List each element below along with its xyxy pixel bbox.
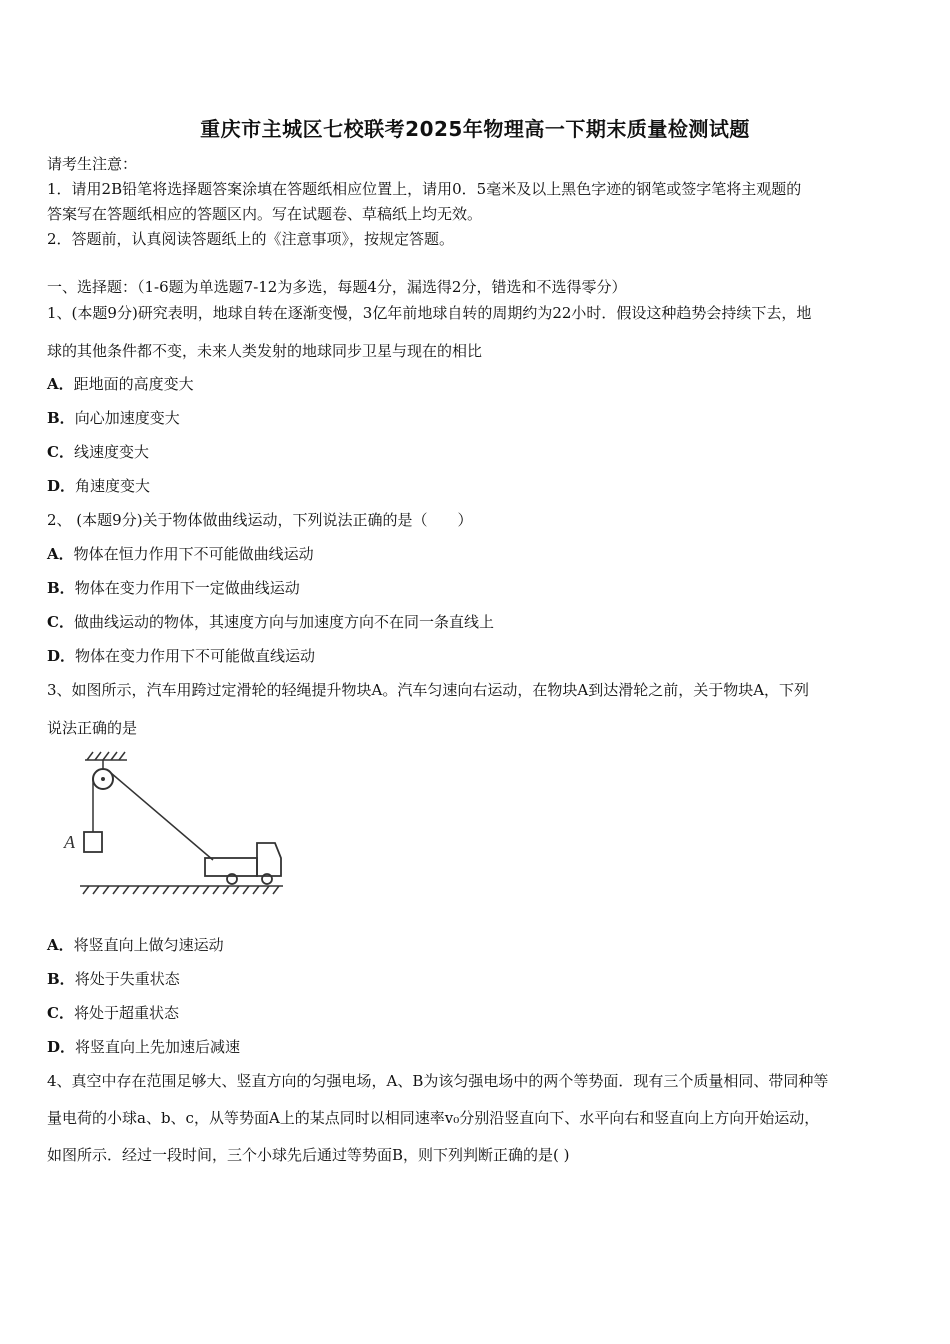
ceiling bbox=[85, 752, 127, 760]
block-a-label: A bbox=[64, 832, 75, 852]
option-text: 向心加速度变大 bbox=[74, 409, 180, 427]
question-3-stem-cont: 说法正确的是 bbox=[47, 719, 138, 737]
q3-option-c bbox=[47, 1002, 179, 1023]
option-text: 角速度变大 bbox=[75, 477, 151, 495]
q2-option-c bbox=[47, 611, 494, 632]
question-1-stem: 1、(本题9分)研究表明，地球自转在逐渐变慢，3亿年前地球自转的周期约为22小时．假设这种趋势会持续下去，地 bbox=[47, 304, 812, 322]
option-text: 物体在变力作用下不可能做直线运动 bbox=[75, 647, 316, 665]
option-text: 距地面的高度变大 bbox=[73, 375, 194, 393]
option-text: 线速度变大 bbox=[73, 443, 149, 461]
q1-option-c bbox=[47, 441, 149, 462]
block-a bbox=[84, 832, 102, 852]
q3-option-b bbox=[47, 968, 180, 989]
option-label: D． bbox=[47, 477, 76, 495]
notice-item-2: 2．答题前，认真阅读答题纸上的《注意事项》，按规定答题。 bbox=[47, 230, 455, 248]
ground bbox=[80, 886, 283, 894]
option-text: 做曲线运动的物体，其速度方向与加速度方向不在同一条直线上 bbox=[73, 613, 494, 631]
option-label: A． bbox=[47, 936, 74, 954]
q3-option-d bbox=[47, 1036, 240, 1057]
question-4-stem-cont-2: 如图所示．经过一段时间，三个小球先后通过等势面B，则下列判断正确的是( ) bbox=[47, 1146, 570, 1164]
question-4-stem: 4、真空中存在范围足够大、竖直方向的匀强电场，A、B为该匀强电场中的两个等势面．现有三个质量相同、带同种等 bbox=[47, 1072, 829, 1090]
section-heading: 一、选择题：（1-6题为单选题7-12为多选，每题4分，漏选得2分，错选和不选得零分） bbox=[47, 278, 627, 296]
rope-slanted bbox=[111, 773, 213, 860]
option-text: 将处于失重状态 bbox=[74, 970, 180, 988]
option-label: B． bbox=[47, 409, 75, 427]
q1-option-a bbox=[47, 373, 194, 394]
page-title: 重庆市主城区七校联考2025年物理高一下期末质量检测试题 bbox=[200, 117, 750, 141]
option-text: 物体在恒力作用下不可能做曲线运动 bbox=[73, 545, 314, 563]
notice-heading: 请考生注意： bbox=[47, 155, 138, 173]
option-label: A． bbox=[47, 545, 74, 563]
option-label: C． bbox=[47, 613, 74, 631]
q2-option-a bbox=[47, 543, 314, 564]
option-text: 将竖直向上先加速后减速 bbox=[75, 1038, 241, 1056]
q1-option-b bbox=[47, 407, 180, 428]
question-2-stem: 2、 (本题9分)关于物体做曲线运动，下列说法正确的是（ ） bbox=[47, 511, 473, 529]
option-label: B． bbox=[47, 970, 75, 988]
question-4-stem-cont: 量电荷的小球a、b、c，从等势面A上的某点同时以相同速率v₀分别沿竖直向下、水平向右和竖直向上方向开始运动， bbox=[47, 1109, 820, 1127]
option-text: 将竖直向上做匀速运动 bbox=[73, 936, 224, 954]
option-text: 将处于超重状态 bbox=[73, 1004, 179, 1022]
option-label: A． bbox=[47, 375, 74, 393]
pulley-axle bbox=[101, 777, 105, 781]
question-3-stem: 3、如图所示，汽车用跨过定滑轮的轻绳提升物块A。汽车匀速向右运动，在物块A到达滑轮之前，关于物块A，下列 bbox=[47, 681, 810, 699]
option-label: B． bbox=[47, 579, 75, 597]
q3-option-a bbox=[47, 934, 224, 955]
q1-option-d bbox=[47, 475, 150, 496]
pulley-truck-figure bbox=[55, 748, 290, 898]
question-1-stem-cont: 球的其他条件都不变，未来人类发射的地球同步卫星与现在的相比 bbox=[47, 342, 483, 360]
option-text: 物体在变力作用下一定做曲线运动 bbox=[74, 579, 300, 597]
notice-item-1-cont: 答案写在答题纸相应的答题区内。写在试题卷、草稿纸上均无效。 bbox=[47, 205, 483, 223]
option-label: C． bbox=[47, 1004, 74, 1022]
q2-option-d bbox=[47, 645, 315, 666]
notice-item-1: 1．请用2B铅笔将选择题答案涂填在答题纸相应位置上，请用0．5毫米及以上黑色字迹的钢笔或签字笔将主观题的 bbox=[47, 180, 802, 198]
truck bbox=[205, 843, 281, 884]
option-label: D． bbox=[47, 647, 76, 665]
option-label: C． bbox=[47, 443, 74, 461]
option-label: D． bbox=[47, 1038, 76, 1056]
q2-option-b bbox=[47, 577, 300, 598]
